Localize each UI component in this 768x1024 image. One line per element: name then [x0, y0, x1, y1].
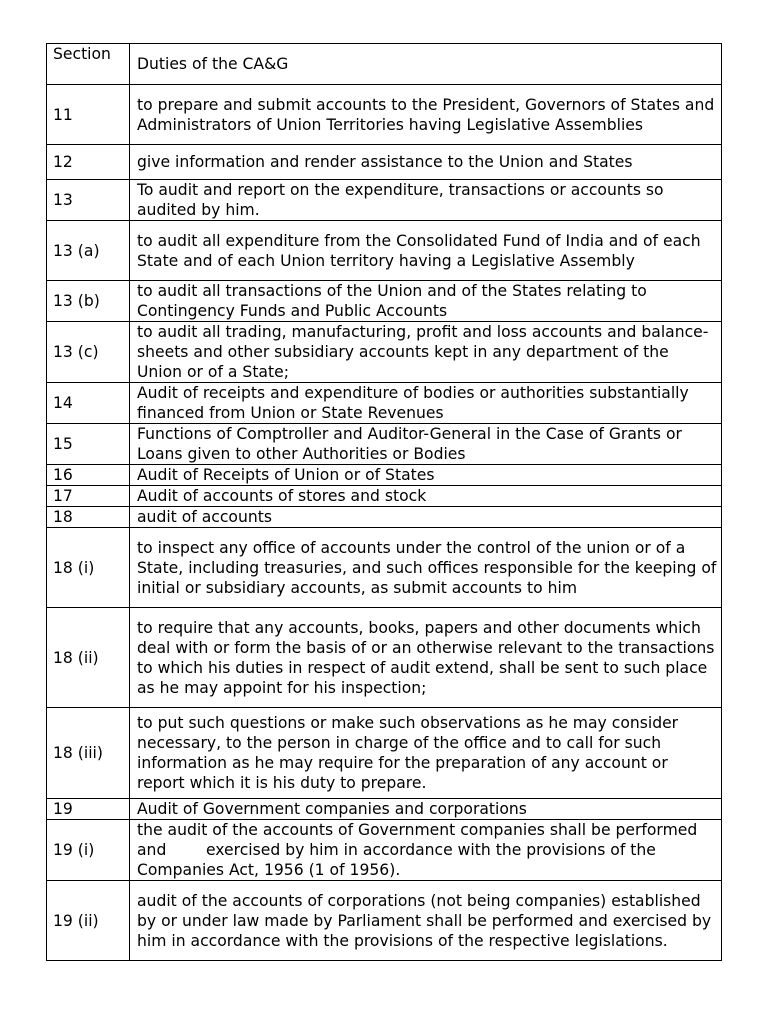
- section-cell: 19 (ii): [47, 881, 130, 961]
- section-cell: 19 (i): [47, 820, 130, 881]
- duty-cell: to audit all expenditure from the Consolidated Fund of India and of each State and of each Union territory having a Legislative Assembly: [130, 221, 722, 281]
- section-cell: 14: [47, 383, 130, 424]
- duty-cell: the audit of the accounts of Government companies shall be performed and exercised by him in accordance with the provisions of the Companies Act, 1956 (1 of 1956).: [130, 820, 722, 881]
- section-cell: 18 (i): [47, 528, 130, 608]
- table-row: [47, 799, 722, 820]
- section-cell: 16: [47, 465, 130, 486]
- table-row: [47, 708, 722, 799]
- section-cell: 13: [47, 180, 130, 221]
- table-row: [47, 383, 722, 424]
- duty-cell: to audit all trading, manufacturing, profit and loss accounts and balance-sheets and other subsidiary accounts kept in any department of the Union or of a State;: [130, 322, 722, 383]
- duty-cell: to require that any accounts, books, papers and other documents which deal with or form the basis of or an otherwise relevant to the transactions to which his duties in respect of audit extend, shall be sent to such place as he may appoint for his inspection;: [130, 608, 722, 708]
- table-row: [47, 145, 722, 180]
- table-row: [47, 281, 722, 322]
- table-row: [47, 424, 722, 465]
- section-cell: 11: [47, 85, 130, 145]
- table-row: [47, 465, 722, 486]
- duty-cell: audit of accounts: [130, 507, 722, 528]
- section-cell: 13 (b): [47, 281, 130, 322]
- table-row: [47, 820, 722, 881]
- duty-cell: Audit of Government companies and corporations: [130, 799, 722, 820]
- duties-header: Duties of the CA&G: [130, 44, 722, 85]
- section-cell: 18: [47, 507, 130, 528]
- table-row: [47, 507, 722, 528]
- duty-cell: To audit and report on the expenditure, transactions or accounts so audited by him.: [130, 180, 722, 221]
- table-row: [47, 528, 722, 608]
- table-row: [47, 608, 722, 708]
- table-row: [47, 180, 722, 221]
- section-cell: 15: [47, 424, 130, 465]
- header-row: [47, 44, 722, 85]
- duty-cell: Audit of receipts and expenditure of bodies or authorities substantially financed from Union or State Revenues: [130, 383, 722, 424]
- table-row: [47, 221, 722, 281]
- section-cell: 13 (a): [47, 221, 130, 281]
- duty-cell: Functions of Comptroller and Auditor-General in the Case of Grants or Loans given to other Authorities or Bodies: [130, 424, 722, 465]
- duties-table: [46, 43, 722, 961]
- table-row: [47, 85, 722, 145]
- section-header: Section: [47, 44, 130, 85]
- section-cell: 17: [47, 486, 130, 507]
- duty-cell: to prepare and submit accounts to the President, Governors of States and Administrators of Union Territories having Legislative Assemblies: [130, 85, 722, 145]
- duty-cell: Audit of accounts of stores and stock: [130, 486, 722, 507]
- duty-cell: Audit of Receipts of Union or of States: [130, 465, 722, 486]
- duty-cell: to put such questions or make such observations as he may consider necessary, to the person in charge of the office and to call for such information as he may require for the preparation of any account or report which it is his duty to prepare.: [130, 708, 722, 799]
- section-cell: 18 (iii): [47, 708, 130, 799]
- section-cell: 18 (ii): [47, 608, 130, 708]
- table-row: [47, 486, 722, 507]
- section-cell: 13 (c): [47, 322, 130, 383]
- table-row: [47, 881, 722, 961]
- section-cell: 19: [47, 799, 130, 820]
- duty-cell: give information and render assistance to the Union and States: [130, 145, 722, 180]
- duty-cell: audit of the accounts of corporations (not being companies) established by or under law made by Parliament shall be performed and exercised by him in accordance with the provisions of the respective legislations.: [130, 881, 722, 961]
- duty-cell: to audit all transactions of the Union and of the States relating to Contingency Funds and Public Accounts: [130, 281, 722, 322]
- duty-cell: to inspect any office of accounts under the control of the union or of a State, including treasuries, and such offices responsible for the keeping of initial or subsidiary accounts, as submit accounts to him: [130, 528, 722, 608]
- table-row: [47, 322, 722, 383]
- section-cell: 12: [47, 145, 130, 180]
